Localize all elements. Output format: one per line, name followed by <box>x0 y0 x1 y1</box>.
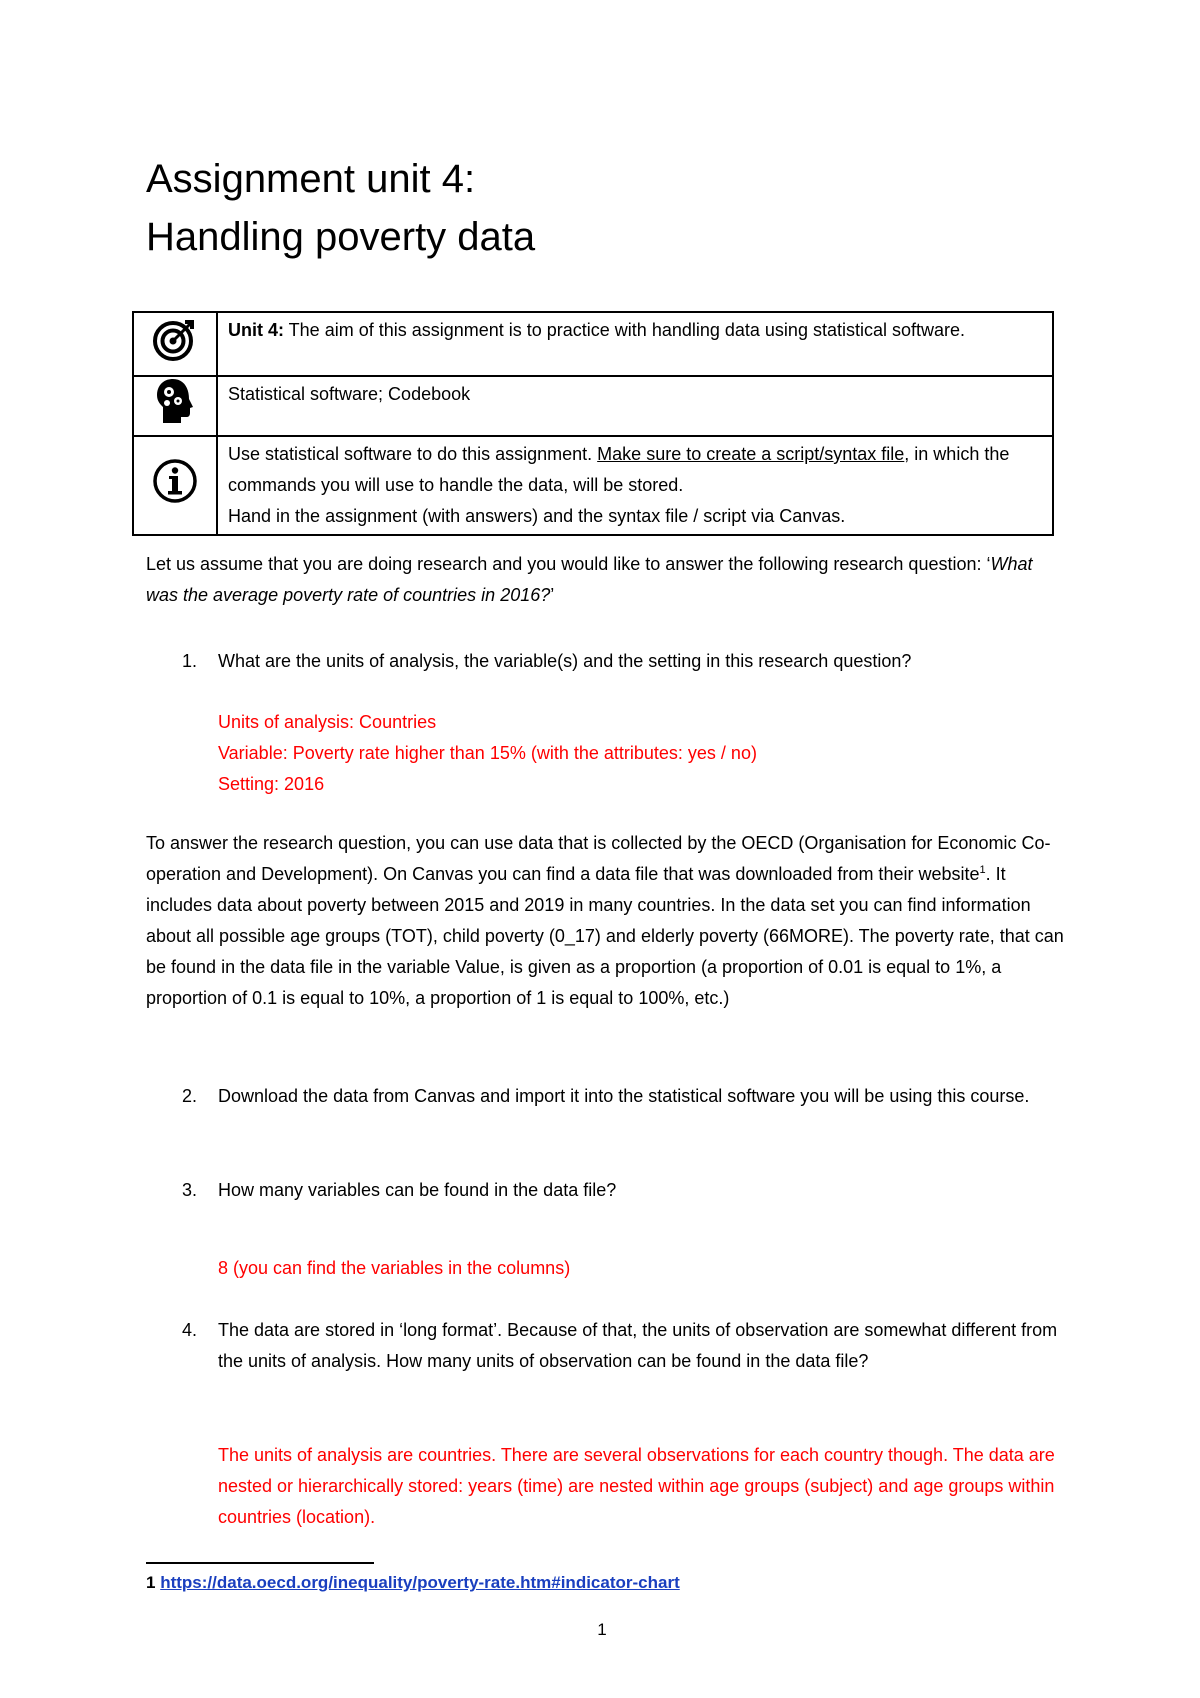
question-number: 3. <box>182 1180 198 1200</box>
research-question: What was the average poverty rate of countries in 2016? <box>146 554 1033 605</box>
question-3 <box>146 1175 1066 1206</box>
answer-text: The units of analysis are countries. There are several observations for each country though. The data are nested or hierarchically stored: years (time) are nested within age groups (subject) and age groups within countries (location). <box>218 1445 1055 1527</box>
assignment-info-box <box>132 311 1054 536</box>
question-text: Download the data from Canvas and import it into the statistical software you will be using this course. <box>218 1086 1030 1106</box>
data-paragraph <box>146 828 1066 1014</box>
hand-in-text: Hand in the assignment (with answers) and the syntax file / script via Canvas. <box>228 506 846 526</box>
question-1 <box>146 646 1066 677</box>
materials-text: Statistical software; Codebook <box>228 384 471 404</box>
data-text-a: To answer the research question, you can use data that is collected by the OECD (Organisation for Economic Co-operation and Development). On Canvas you can find a data file that was downloaded from their website <box>146 833 1051 884</box>
target-icon <box>152 316 198 362</box>
intro-text: Let us assume that you are doing research and you would like to answer the following research question: ‘ <box>146 554 991 574</box>
info-icon-cell <box>133 436 217 535</box>
aim-text: The aim of this assignment is to practice with handling data using statistical software. <box>284 320 966 340</box>
data-text-b: . It includes data about poverty between 2015 and 2019 in many countries. In the data set you can find information about all possible age groups (TOT), child poverty (0_17) and elderly poverty (66MORE). The poverty rate, that can be found in the data file in the variable Value, is given as a proportion (a proportion of 0.01 is equal to 1%, a proportion of 0.1 is equal to 10%, a proportion of 1 is equal to 100%, etc.) <box>146 864 1064 1008</box>
instructions-text-b: , in which the commands you will use to handle the data, will be stored. <box>228 444 1010 495</box>
answer-1 <box>218 707 1078 800</box>
question-text: What are the units of analysis, the variable(s) and the setting in this research question? <box>218 651 912 671</box>
head-icon-cell <box>133 376 217 436</box>
question-4 <box>146 1315 1066 1377</box>
intro-paragraph <box>146 549 1066 611</box>
question-text: The data are stored in ‘long format’. Because of that, the units of observation are somewhat different from the units of analysis. How many units of observation can be found in the data file? <box>218 1320 1058 1371</box>
answer-line: 8 (you can find the variables in the columns) <box>218 1258 571 1278</box>
answer-line: Setting: 2016 <box>218 774 325 794</box>
materials-cell <box>217 376 1053 436</box>
answer-line: Units of analysis: Countries <box>218 712 437 732</box>
title-line-1: Assignment unit 4: <box>146 157 476 201</box>
info-icon <box>152 458 198 504</box>
answer-3 <box>218 1253 1078 1284</box>
instructions-text-a: Use statistical software to do this assignment. <box>228 444 598 464</box>
answer-4 <box>218 1440 1078 1533</box>
footnote-number: 1 <box>146 1573 156 1592</box>
question-2 <box>146 1081 1066 1112</box>
document-title <box>146 150 535 266</box>
footnote-link[interactable]: https://data.oecd.org/inequality/poverty-rate.htm#indicator-chart <box>160 1573 680 1592</box>
question-text: How many variables can be found in the data file? <box>218 1180 617 1200</box>
question-number: 2. <box>182 1086 198 1106</box>
answer-line: Variable: Poverty rate higher than 15% (with the attributes: yes / no) <box>218 743 757 763</box>
question-number: 1. <box>182 651 198 671</box>
script-requirement: Make sure to create a script/syntax file <box>597 444 905 464</box>
footnote-ref[interactable]: 1 <box>979 864 986 876</box>
aim-cell <box>217 312 1053 376</box>
question-number: 4. <box>182 1320 198 1340</box>
footnote <box>146 1570 680 1596</box>
target-icon-cell <box>133 312 217 376</box>
footnote-separator <box>146 1562 374 1564</box>
unit-label: Unit 4: <box>228 320 284 340</box>
head-gears-icon <box>155 377 195 425</box>
page-number: 1 <box>597 1620 607 1639</box>
intro-close-quote: ’ <box>550 585 555 605</box>
instructions-cell <box>217 436 1053 535</box>
title-line-2: Handling poverty data <box>146 215 536 259</box>
